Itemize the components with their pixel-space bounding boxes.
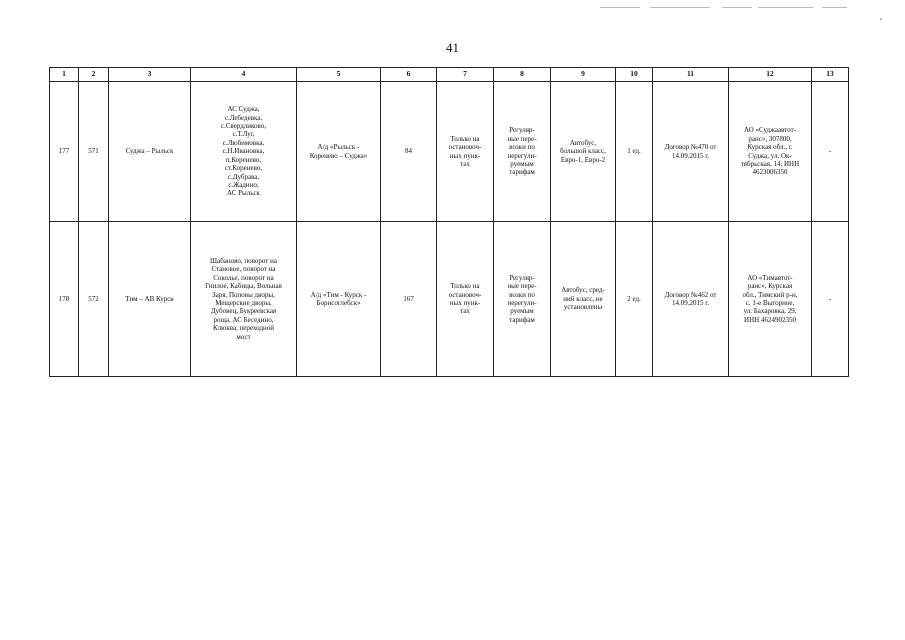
carrier-cell: АО «Суджаавтот- ранс», 307800, Курская обл., г. Суджа, ул. Ок- тябрьская, 14, ИНН 4623006350 xyxy=(729,82,812,222)
vehicle-count-cell: 2 ед. xyxy=(616,222,653,377)
route-index-cell: 178 xyxy=(50,222,79,377)
vehicle-class-cell: Автобус, сред- ний класс, не установлены xyxy=(551,222,616,377)
scan-artifact-line xyxy=(822,7,847,8)
road-cell: А/д «Тим - Курск - Борисоглебск» xyxy=(297,222,381,377)
table-row xyxy=(50,82,849,222)
column-header: 11 xyxy=(653,68,729,82)
length-cell: 167 xyxy=(381,222,437,377)
route-schedule-table xyxy=(49,67,849,377)
contract-cell: Договор №470 от 14.09.2015 г. xyxy=(653,82,729,222)
scan-artifact-line xyxy=(722,7,752,8)
stops-cell: АС Суджа, с.Лебедевка, с.Свердликово, с.Т.Луг, с.Любимовка, с.Н.Ивановка, п.Коренево, ст.Коренево, с.Дубрава, с.Жадино, АС Рыльск xyxy=(191,82,297,222)
stops-cell: Шабаново, поворот на Становое, поворот на Соколье, поворот на Гнилое, Кабицы, Вольная Заря, Поповы дворы, Мещерские дворы, Дубовец, Букреевская роща, АС Беседино, Клюква, переходной мост xyxy=(191,222,297,377)
vehicle-count-cell: 1 ед. xyxy=(616,82,653,222)
transport-type-cell: Регуляр- ные пере- возки по нерегули- руемым тарифам xyxy=(494,222,551,377)
route-name-cell: Суджа – Рыльск xyxy=(109,82,191,222)
route-index-cell: 177 xyxy=(50,82,79,222)
column-header: 9 xyxy=(551,68,616,82)
route-number-cell: 571 xyxy=(79,82,109,222)
scan-artifact-line xyxy=(600,7,640,8)
scan-artifact-line xyxy=(758,7,813,8)
column-header: 3 xyxy=(109,68,191,82)
column-header: 7 xyxy=(437,68,494,82)
column-header: 6 xyxy=(381,68,437,82)
table-header-row xyxy=(50,68,849,82)
column-header: 4 xyxy=(191,68,297,82)
column-header: 1 xyxy=(50,68,79,82)
route-name-cell: Тим – АВ Курск xyxy=(109,222,191,377)
carrier-cell: АО «Тимавтот- ранс», Курская обл., Тимский р-н, с. 1-е Выгорное, ул. Бахаровка, 29, ИНН 4624902350 xyxy=(729,222,812,377)
column-header: 10 xyxy=(616,68,653,82)
scan-artifact-line xyxy=(650,7,710,8)
column-header: 12 xyxy=(729,68,812,82)
table-row xyxy=(50,222,849,377)
transport-type-cell: Регуляр- ные пере- возки по нерегули- руемым тарифам xyxy=(494,82,551,222)
column-header: 2 xyxy=(79,68,109,82)
vehicle-class-cell: Автобус, большой класс, Евро-1, Евро-2 xyxy=(551,82,616,222)
scan-artifact-dot xyxy=(880,18,882,20)
notes-cell: - xyxy=(812,222,849,377)
notes-cell: - xyxy=(812,82,849,222)
column-header: 8 xyxy=(494,68,551,82)
road-cell: А/д «Рыльск - Коренево – Суджа» xyxy=(297,82,381,222)
boarding-cell: Только на остановоч- ных пунк- тах xyxy=(437,222,494,377)
contract-cell: Договор №462 от 14.09.2015 г. xyxy=(653,222,729,377)
page-number: 41 xyxy=(446,40,459,55)
column-header: 5 xyxy=(297,68,381,82)
length-cell: 84 xyxy=(381,82,437,222)
route-number-cell: 572 xyxy=(79,222,109,377)
boarding-cell: Только на остановоч- ных пунк- тах xyxy=(437,82,494,222)
column-header: 13 xyxy=(812,68,849,82)
